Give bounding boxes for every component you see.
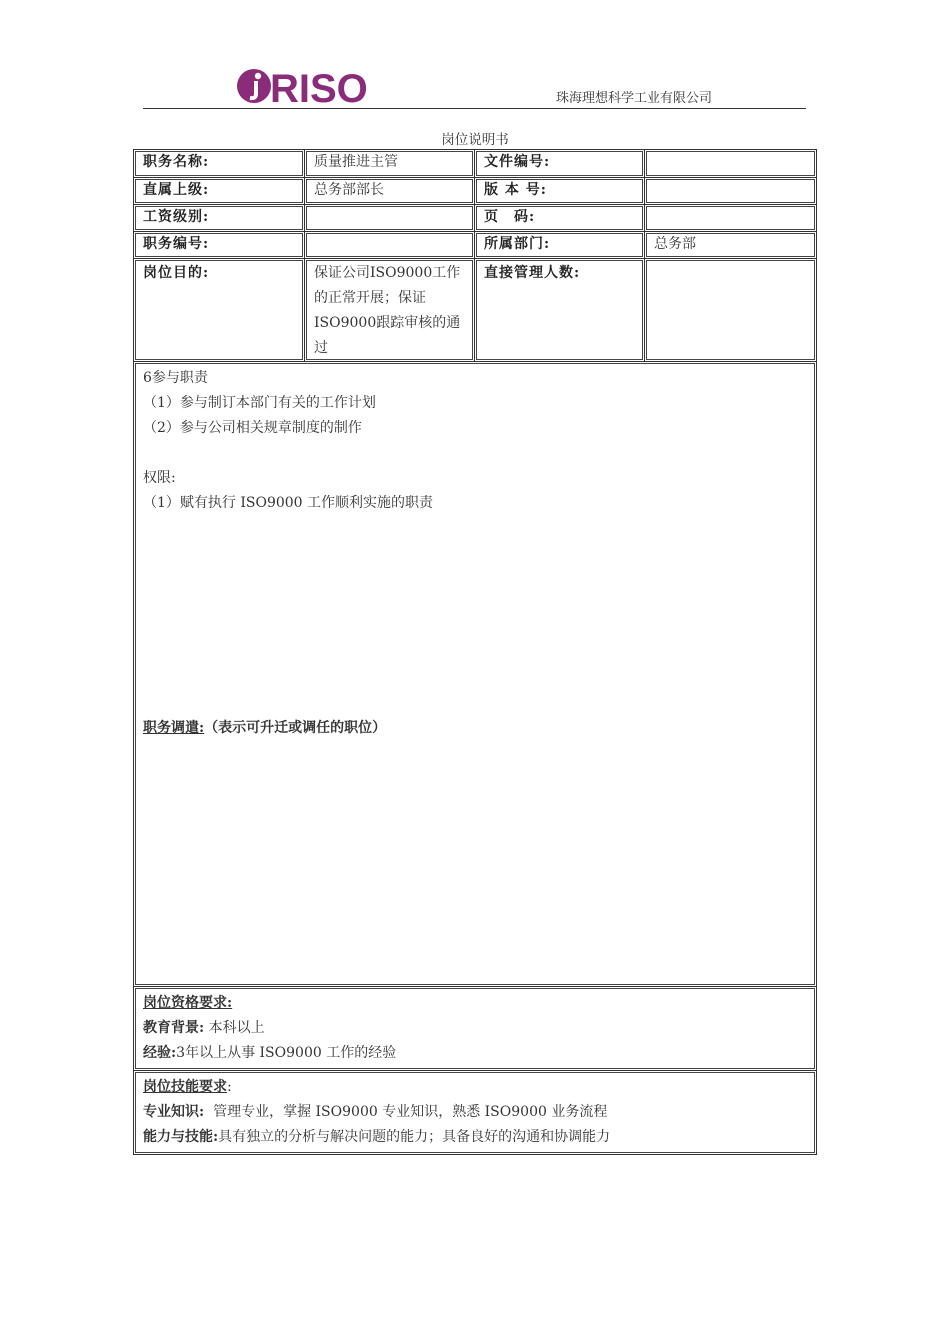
ability-label: 能力与技能:: [143, 1129, 219, 1145]
skills-cell: [134, 1071, 817, 1155]
education-label: 教育背景:: [143, 1020, 205, 1036]
page-number-label: 页 码:: [475, 205, 645, 232]
transfer-note: （表示可升迁或调任的职位）: [204, 720, 387, 736]
job-code-value: [305, 232, 475, 259]
logo-text: RISO: [270, 67, 368, 108]
knowledge-label: 专业知识:: [143, 1104, 205, 1120]
ability-value: 具有独立的分析与解决问题的能力；具备良好的沟通和协调能力: [218, 1129, 611, 1145]
job-title-label: 职务名称:: [134, 150, 305, 178]
duties-heading: 6参与职责: [143, 370, 208, 386]
experience-label: 经验:: [143, 1045, 177, 1061]
supervisor-label: 直属上级:: [134, 178, 305, 205]
table-row: [134, 178, 817, 205]
qualification-heading: 岗位资格要求:: [143, 995, 233, 1011]
table-row: [134, 150, 817, 178]
file-number-label: 文件编号:: [475, 150, 645, 178]
file-number-value: [645, 150, 817, 178]
experience-value: 3年以上从事 ISO9000 工作的经验: [176, 1045, 397, 1061]
knowledge-value: 管理专业，掌握 ISO9000 专业知识，熟悉 ISO9000 业务流程: [213, 1104, 608, 1120]
qualification-cell: [134, 987, 817, 1071]
authority-item: （1）赋有执行 ISO9000 工作顺利实施的职责: [143, 495, 434, 511]
supervisor-value: 总务部部长: [305, 178, 475, 205]
job-code-label: 职务编号:: [134, 232, 305, 259]
purpose-value: 保证公司ISO9000工作的正常开展；保证ISO9000跟踪审核的通过: [305, 259, 475, 362]
duty-item: （2）参与公司相关规章制度的制作: [143, 420, 362, 436]
duties-row: [134, 362, 817, 987]
direct-reports-label: 直接管理人数:: [475, 259, 645, 362]
company-name: 珠海理想科学工业有限公司: [555, 91, 712, 106]
table-row: [134, 259, 817, 362]
transfer-label: 职务调遣:: [143, 720, 205, 736]
duties-cell: [134, 362, 817, 987]
riso-logo: [236, 64, 376, 108]
table-row: [134, 232, 817, 259]
job-description-table: [133, 149, 817, 1155]
page-number-value: [645, 205, 817, 232]
version-label: 版 本 号:: [475, 178, 645, 205]
skills-heading: 岗位技能要求: [143, 1079, 227, 1095]
qualification-row: [134, 987, 817, 1071]
education-value: 本科以上: [208, 1020, 265, 1036]
authority-heading: 权限:: [143, 470, 176, 486]
version-value: [645, 178, 817, 205]
job-title-value: 质量推进主管: [305, 150, 475, 178]
purpose-label: 岗位目的:: [134, 259, 305, 362]
salary-grade-value: [305, 205, 475, 232]
page-header: [143, 62, 806, 109]
direct-reports-value: [645, 259, 817, 362]
table-row: [134, 205, 817, 232]
document-title: 岗位说明书: [441, 132, 509, 148]
transfer-line: [143, 716, 807, 741]
department-label: 所属部门:: [475, 232, 645, 259]
department-value: 总务部: [645, 232, 817, 259]
salary-grade-label: 工资级别:: [134, 205, 305, 232]
skills-row: [134, 1071, 817, 1155]
duty-item: （1）参与制订本部门有关的工作计划: [143, 395, 376, 411]
skills-heading-colon: :: [227, 1079, 232, 1095]
